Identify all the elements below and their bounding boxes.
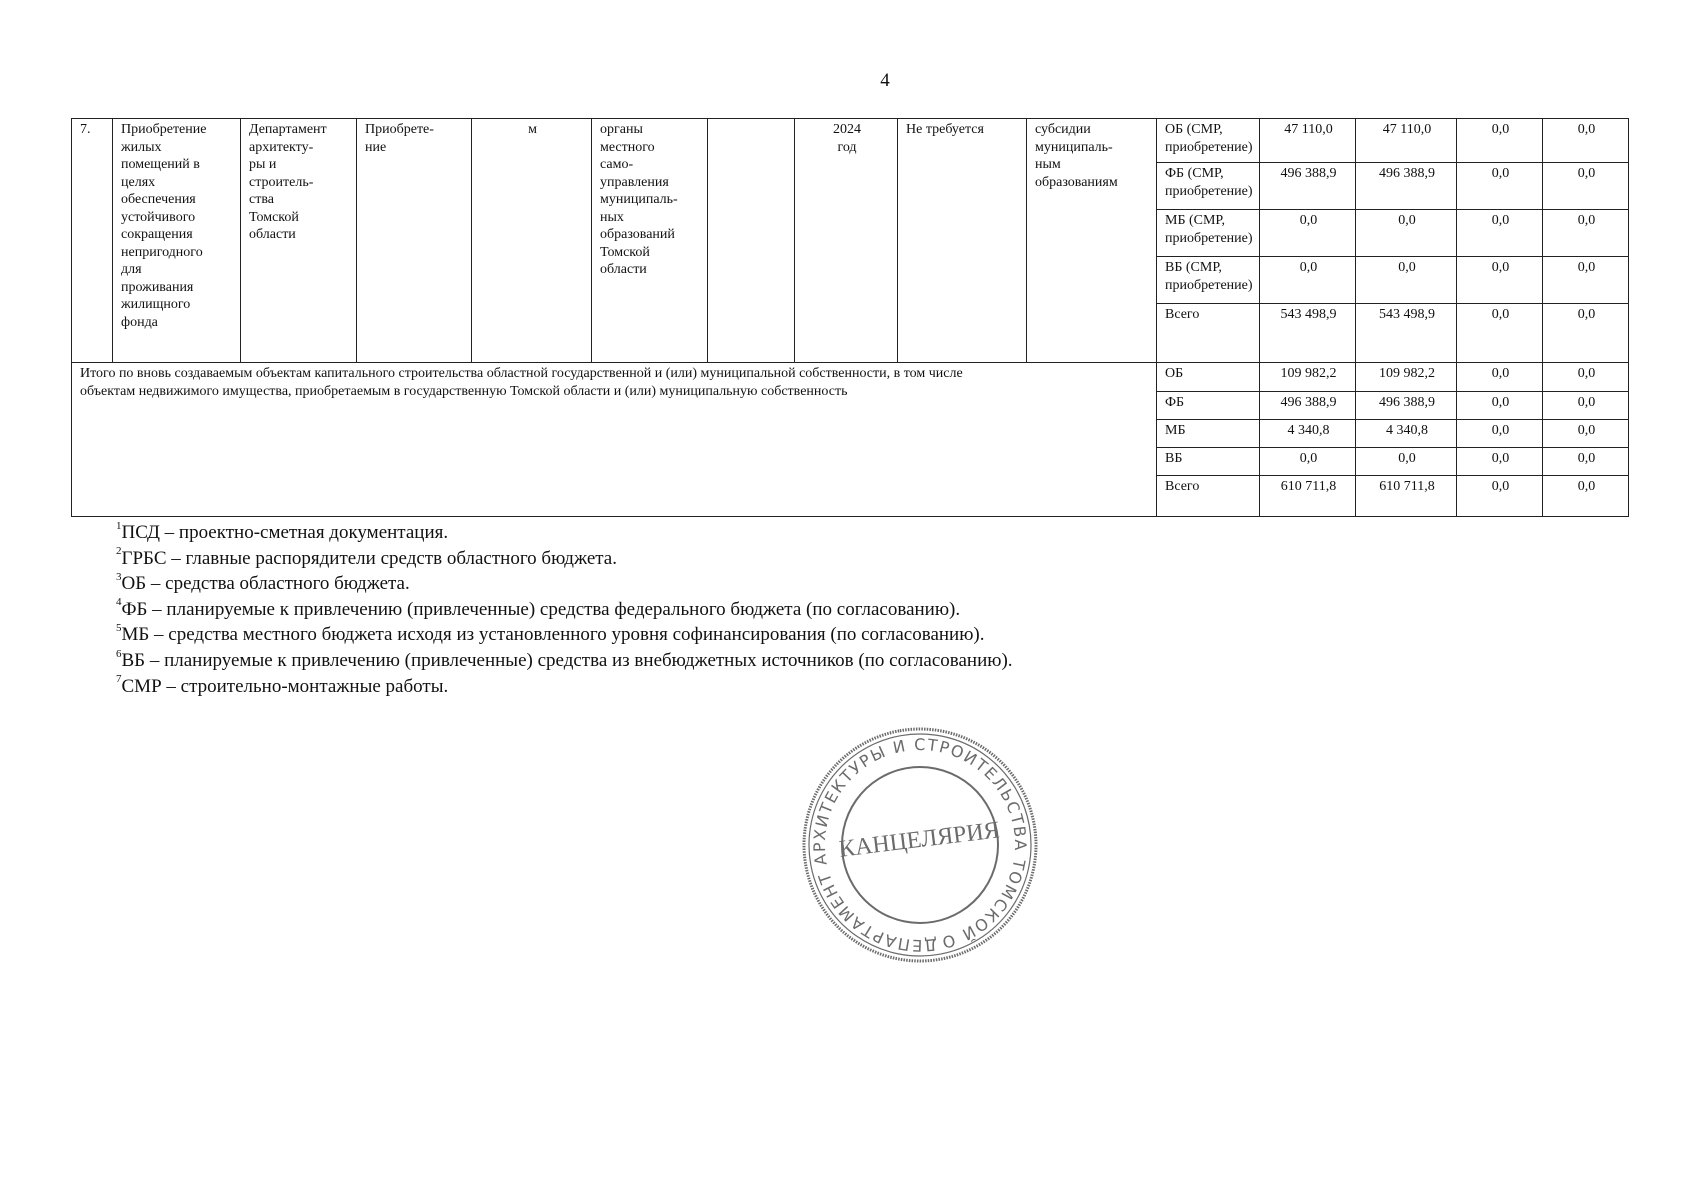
value-cell: 0,0 (1543, 476, 1629, 517)
footnote (116, 520, 1013, 546)
value-cell: 0,0 (1457, 257, 1543, 304)
form-cell: субсидии муниципаль- ным образованиям (1027, 119, 1157, 363)
footnote (116, 597, 1013, 623)
footnote-text: ВБ – планируемые к привлечению (привлеченные) средства из внебюджетных источников (по согласованию). (121, 649, 1013, 671)
value-cell: 0,0 (1260, 448, 1356, 476)
total-label (72, 363, 1157, 517)
value-cell: 0,0 (1457, 448, 1543, 476)
value-cell: 0,0 (1457, 392, 1543, 420)
footnote-mark: 7 (116, 673, 122, 686)
value-cell: 0,0 (1457, 476, 1543, 517)
source-label: Всего (1157, 476, 1260, 517)
footnote-mark: 6 (116, 647, 122, 660)
value-cell: 0,0 (1457, 210, 1543, 257)
object-name: Приобретение жилых помещений в целях обеспечения устойчивого сокращения непригодного для проживания жилищного фонда (113, 119, 241, 363)
value-cell: 0,0 (1457, 304, 1543, 363)
source-label: ОБ (СМР, приобретение) (1157, 119, 1260, 163)
footnote (116, 546, 1013, 572)
value-cell: 543 498,9 (1260, 304, 1356, 363)
grbs-cell: Департамент архитекту- ры и строитель- ства Томской области (241, 119, 357, 363)
value-cell: 0,0 (1260, 210, 1356, 257)
stamp-center-text: КАНЦЕЛЯРИЯ (837, 817, 1002, 863)
value-cell: 496 388,9 (1260, 392, 1356, 420)
value-cell: 4 340,8 (1356, 420, 1457, 448)
value-cell: 0,0 (1543, 420, 1629, 448)
recipient-cell: органы местного само- управления муниципаль- ных образований Томской области (592, 119, 708, 363)
total-label-line: Итого по вновь создаваемым объектам капитального строительства областной государственной и (или) муниципальной собственности, в том числе (80, 366, 963, 381)
value-cell: 0,0 (1356, 448, 1457, 476)
footnote-text: ГРБС – главные распорядители средств областного бюджета. (121, 547, 617, 569)
row-number: 7. (72, 119, 113, 363)
footnote-mark: 3 (116, 570, 122, 583)
footnote-text: МБ – средства местного бюджета исходя из установленного уровня софинансирования (по согласованию). (121, 624, 985, 646)
empty-cell (708, 119, 795, 363)
source-label: ОБ (1157, 363, 1260, 392)
footnote-mark: 1 (116, 519, 122, 532)
footnote-text: ФБ – планируемые к привлечению (привлеченные) средства федерального бюджета (по согласованию). (121, 598, 961, 620)
footnote-mark: 4 (116, 596, 122, 609)
value-cell: 0,0 (1543, 363, 1629, 392)
value-cell: 4 340,8 (1260, 420, 1356, 448)
footnote-mark: 5 (116, 622, 122, 635)
value-cell: 0,0 (1543, 163, 1629, 210)
footnote (116, 674, 1013, 700)
value-cell: 496 388,9 (1260, 163, 1356, 210)
value-cell: 543 498,9 (1356, 304, 1457, 363)
value-cell: 0,0 (1457, 163, 1543, 210)
page-number: 4 (880, 70, 890, 91)
value-cell: 0,0 (1457, 119, 1543, 163)
footnote-text: СМР – строительно-монтажные работы. (121, 675, 449, 697)
budget-table (71, 118, 1629, 517)
work-type-cell: Приобрете- ние (357, 119, 472, 363)
unit-cell: м (472, 119, 592, 363)
value-cell: 109 982,2 (1260, 363, 1356, 392)
value-cell: 0,0 (1543, 119, 1629, 163)
value-cell: 0,0 (1543, 448, 1629, 476)
value-cell: 0,0 (1457, 420, 1543, 448)
value-cell: 47 110,0 (1356, 119, 1457, 163)
footnotes (116, 520, 1013, 699)
source-label: ВБ (СМР, приобретение) (1157, 257, 1260, 304)
value-cell: 496 388,9 (1356, 163, 1457, 210)
value-cell: 0,0 (1543, 392, 1629, 420)
source-label: ВБ (1157, 448, 1260, 476)
total-label-line: объектам недвижимого имущества, приобретаемым в государственную Томской области и (или) муниципальную собственность (80, 383, 848, 399)
source-label: МБ (1157, 420, 1260, 448)
value-cell: 47 110,0 (1260, 119, 1356, 163)
value-cell: 109 982,2 (1356, 363, 1457, 392)
source-label: ФБ (СМР, приобретение) (1157, 163, 1260, 210)
value-cell: 496 388,9 (1356, 392, 1457, 420)
value-cell: 0,0 (1457, 363, 1543, 392)
value-cell: 0,0 (1260, 257, 1356, 304)
footnote (116, 622, 1013, 648)
psd-cell: Не требуется (898, 119, 1027, 363)
value-cell: 0,0 (1356, 210, 1457, 257)
footnote-text: ПСД – проектно-сметная документация. (121, 522, 449, 543)
footnote-mark: 2 (116, 545, 122, 558)
value-cell: 0,0 (1543, 257, 1629, 304)
stamp-ring-text: ДЕПАРТАМЕНТ АРХИТЕКТУРЫ И СТРОИТЕЛЬСТВА ТОМСКОЙ ОБЛАСТИ (809, 734, 1031, 956)
table-row (72, 119, 1629, 163)
table-row (72, 363, 1629, 392)
footnote (116, 648, 1013, 674)
footnote-text: ОБ – средства областного бюджета. (121, 573, 410, 595)
value-cell: 0,0 (1543, 304, 1629, 363)
value-cell: 0,0 (1543, 210, 1629, 257)
source-label: МБ (СМР, приобретение) (1157, 210, 1260, 257)
office-stamp (800, 725, 1040, 965)
value-cell: 0,0 (1356, 257, 1457, 304)
value-cell: 610 711,8 (1260, 476, 1356, 517)
source-label: Всего (1157, 304, 1260, 363)
year-cell: 2024 год (795, 119, 898, 363)
footnote (116, 571, 1013, 597)
source-label: ФБ (1157, 392, 1260, 420)
value-cell: 610 711,8 (1356, 476, 1457, 517)
